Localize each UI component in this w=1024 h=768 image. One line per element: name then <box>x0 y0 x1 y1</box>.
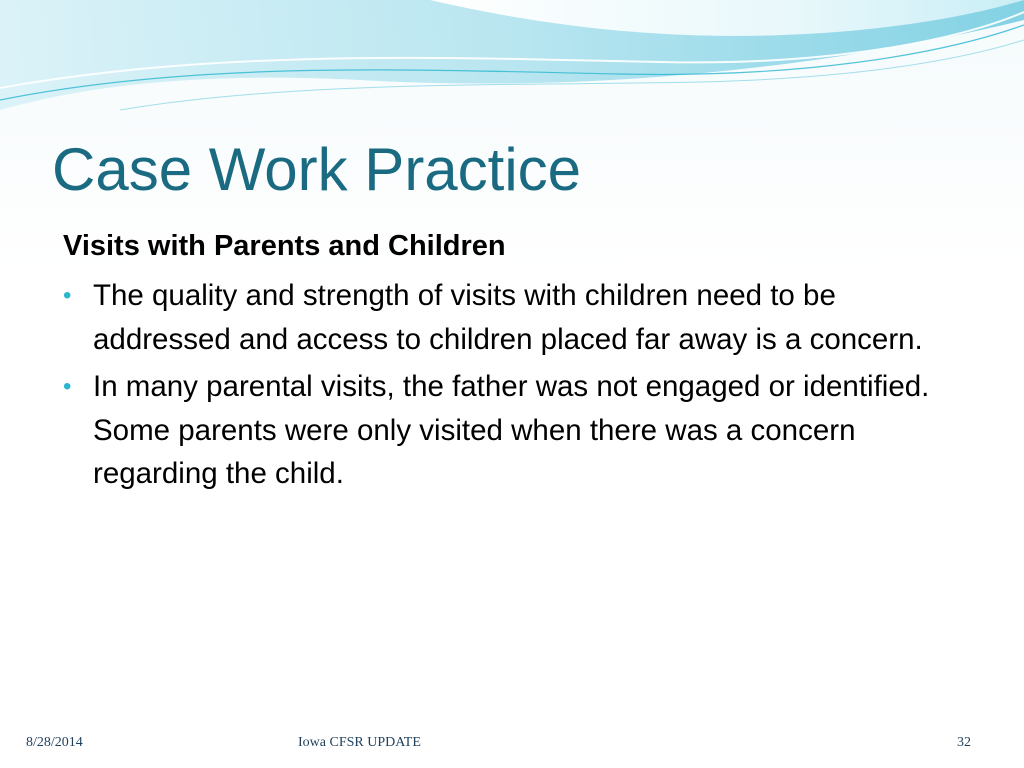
bullet-text: The quality and strength of visits with children need to be addressed and access to children placed far away is a concern. <box>93 279 923 356</box>
bullet-item <box>63 274 963 361</box>
bullet-dot-icon: • <box>63 282 72 309</box>
slide-content <box>63 224 963 500</box>
bullet-text: In many parental visits, the father was not engaged or identified. Some parents were only visited when there was a concern regarding the child. <box>93 370 930 490</box>
footer-page-number: 32 <box>957 735 971 750</box>
footer-center-text: Iowa CFSR UPDATE <box>298 735 421 750</box>
bullet-item <box>63 365 963 496</box>
footer-date: 8/28/2014 <box>26 735 83 750</box>
slide-title: Case Work Practice <box>52 136 582 203</box>
section-subheading: Visits with Parents and Children <box>63 230 506 262</box>
bullet-list <box>63 274 963 496</box>
bullet-dot-icon: • <box>63 373 72 400</box>
header-wave-decoration <box>0 0 1024 130</box>
